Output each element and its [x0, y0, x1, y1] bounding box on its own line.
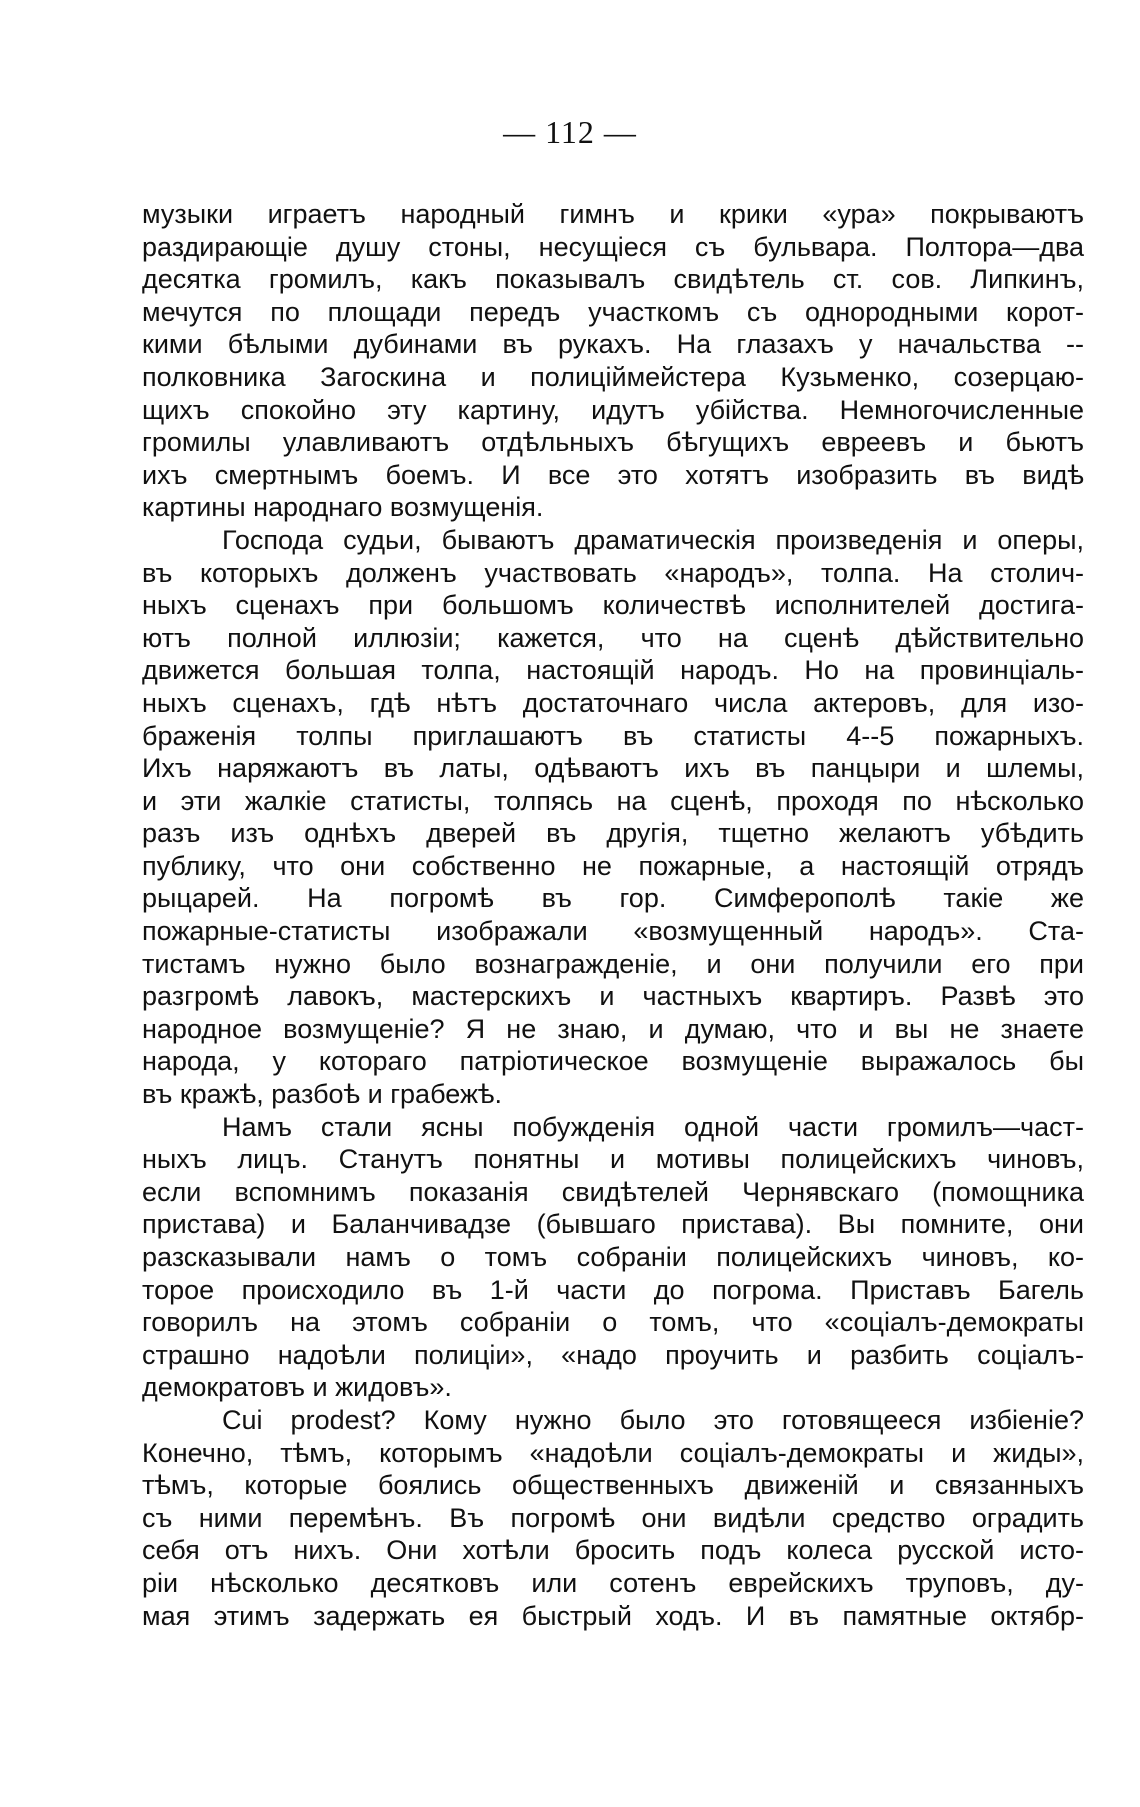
text-line: съ ними перемѣнъ. Въ погромѣ они видѣли средство оградить — [142, 1502, 1084, 1533]
text-line: публику, что они собственно не пожарные, а настоящій отрядъ — [142, 850, 1084, 881]
paragraph-4 — [142, 1404, 1084, 1632]
text-line: пристава) и Баланчивадзе (бывшаго пристава). Вы помните, они — [142, 1209, 1084, 1240]
body-text — [142, 198, 1084, 1632]
paragraph-1 — [142, 198, 1084, 524]
text-line: Господа судьи, бываютъ драматическія произведенія и оперы, — [222, 524, 1084, 555]
paragraph-2 — [142, 524, 1084, 1111]
paragraph-3 — [142, 1111, 1084, 1404]
text-line: раздирающіе душу стоны, несущіеся съ бульвара. Полтора—два — [142, 231, 1084, 262]
text-line: десятка громилъ, какъ показывалъ свидѣтель ст. сов. Липкинъ, — [142, 264, 1084, 295]
text-line: щихъ спокойно эту картину, идутъ убійства. Немногочисленные — [142, 394, 1084, 425]
text-line: музыки играетъ народный гимнъ и крики «ура» покрываютъ — [142, 199, 1084, 229]
text-line: ріи нѣсколько десятковъ или сотенъ еврейскихъ труповъ, ду- — [142, 1567, 1084, 1598]
text-line: если вспомнимъ показанія свидѣтелей Чернявскаго (помощника — [142, 1176, 1084, 1207]
page-number: — 112 — — [503, 114, 637, 150]
text-line: ныхъ сценахъ при большомъ количествѣ исполнителей достига- — [142, 590, 1084, 621]
text-line: мая этимъ задержать ея быстрый ходъ. И въ памятные октябр- — [142, 1600, 1084, 1631]
text-line: громилы улавливаютъ отдѣльныхъ бѣгущихъ евреевъ и бьютъ — [142, 427, 1084, 458]
text-line: и эти жалкіе статисты, толпясь на сценѣ, проходя по нѣсколько — [142, 785, 1084, 816]
text-line: разгромѣ лавокъ, мастерскихъ и частныхъ квартиръ. Развѣ это — [142, 981, 1084, 1012]
text-line: рыцарей. На погромѣ въ гор. Симферополѣ такіе же — [142, 883, 1084, 914]
text-line: ютъ полной иллюзіи; кажется, что на сценѣ дѣйствительно — [142, 622, 1084, 653]
text-line: демократовъ и жидовъ». — [142, 1372, 452, 1403]
text-line: Cui prodest? Кому нужно было это готовящееся избіеніе? — [222, 1404, 1084, 1435]
text-line: разсказывали намъ о томъ собраніи полицейскихъ чиновъ, ко- — [142, 1242, 1084, 1272]
text-line: себя отъ нихъ. Они хотѣли бросить подъ колеса русской исто- — [142, 1535, 1084, 1566]
text-line: Намъ стали ясны побужденія одной части громилъ—част- — [222, 1111, 1084, 1142]
text-line: тѣмъ, которые боялись общественныхъ движеній и связанныхъ — [142, 1470, 1084, 1501]
text-line: народное возмущеніе? Я не знаю, и думаю, что и вы не знаете — [142, 1013, 1084, 1044]
text-line: въ кражѣ, разбоѣ и грабежѣ. — [142, 1079, 503, 1110]
text-line: движется большая толпа, настоящій народъ. Но на провинціаль- — [142, 655, 1084, 686]
text-line: мечутся по площади передъ участкомъ съ однородными корот- — [142, 296, 1084, 327]
text-line: пожарные-статисты изображали «возмущенный народъ». Ста- — [142, 916, 1084, 947]
text-line: ныхъ сценахъ, гдѣ нѣтъ достаточнаго числа актеровъ, для изо- — [142, 687, 1084, 718]
text-line: разъ изъ однѣхъ дверей въ другія, тщетно желаютъ убѣдить — [142, 818, 1084, 849]
text-line: Конечно, тѣмъ, которымъ «надоѣли соціалъ-демократы и жиды», — [142, 1437, 1084, 1468]
text-line: страшно надоѣли полиціи», «надо проучить и разбить соціалъ- — [142, 1339, 1084, 1370]
text-line: картины народнаго возмущенія. — [142, 492, 544, 523]
text-line: народа, у котораго патріотическое возмущеніе выражалось бы — [142, 1046, 1084, 1077]
text-line: въ которыхъ долженъ участвовать «народъ», толпа. На столич- — [142, 557, 1084, 588]
text-line: Ихъ наряжаютъ въ латы, одѣваютъ ихъ въ панцыри и шлемы, — [142, 753, 1084, 784]
text-line: полковника Загоскина и полиціймейстера Кузьменко, созерцаю- — [142, 361, 1084, 392]
text-line: ныхъ лицъ. Станутъ понятны и мотивы полицейскихъ чиновъ, — [142, 1144, 1084, 1175]
text-line: торое происходило въ 1-й части до погрома. Приставъ Багель — [142, 1274, 1084, 1305]
text-line: говорилъ на этомъ собраніи о томъ, что «соціалъ-демократы — [142, 1307, 1084, 1338]
text-line: ихъ смертнымъ боемъ. И все это хотятъ изобразить въ видѣ — [142, 459, 1084, 490]
text-line: кими бѣлыми дубинами въ рукахъ. На глазахъ у начальства -- — [142, 329, 1084, 360]
text-line: браженія толпы приглашаютъ въ статисты 4--5 пожарныхъ. — [142, 720, 1084, 751]
text-line: тистамъ нужно было вознагражденіе, и они получили его при — [142, 948, 1084, 979]
